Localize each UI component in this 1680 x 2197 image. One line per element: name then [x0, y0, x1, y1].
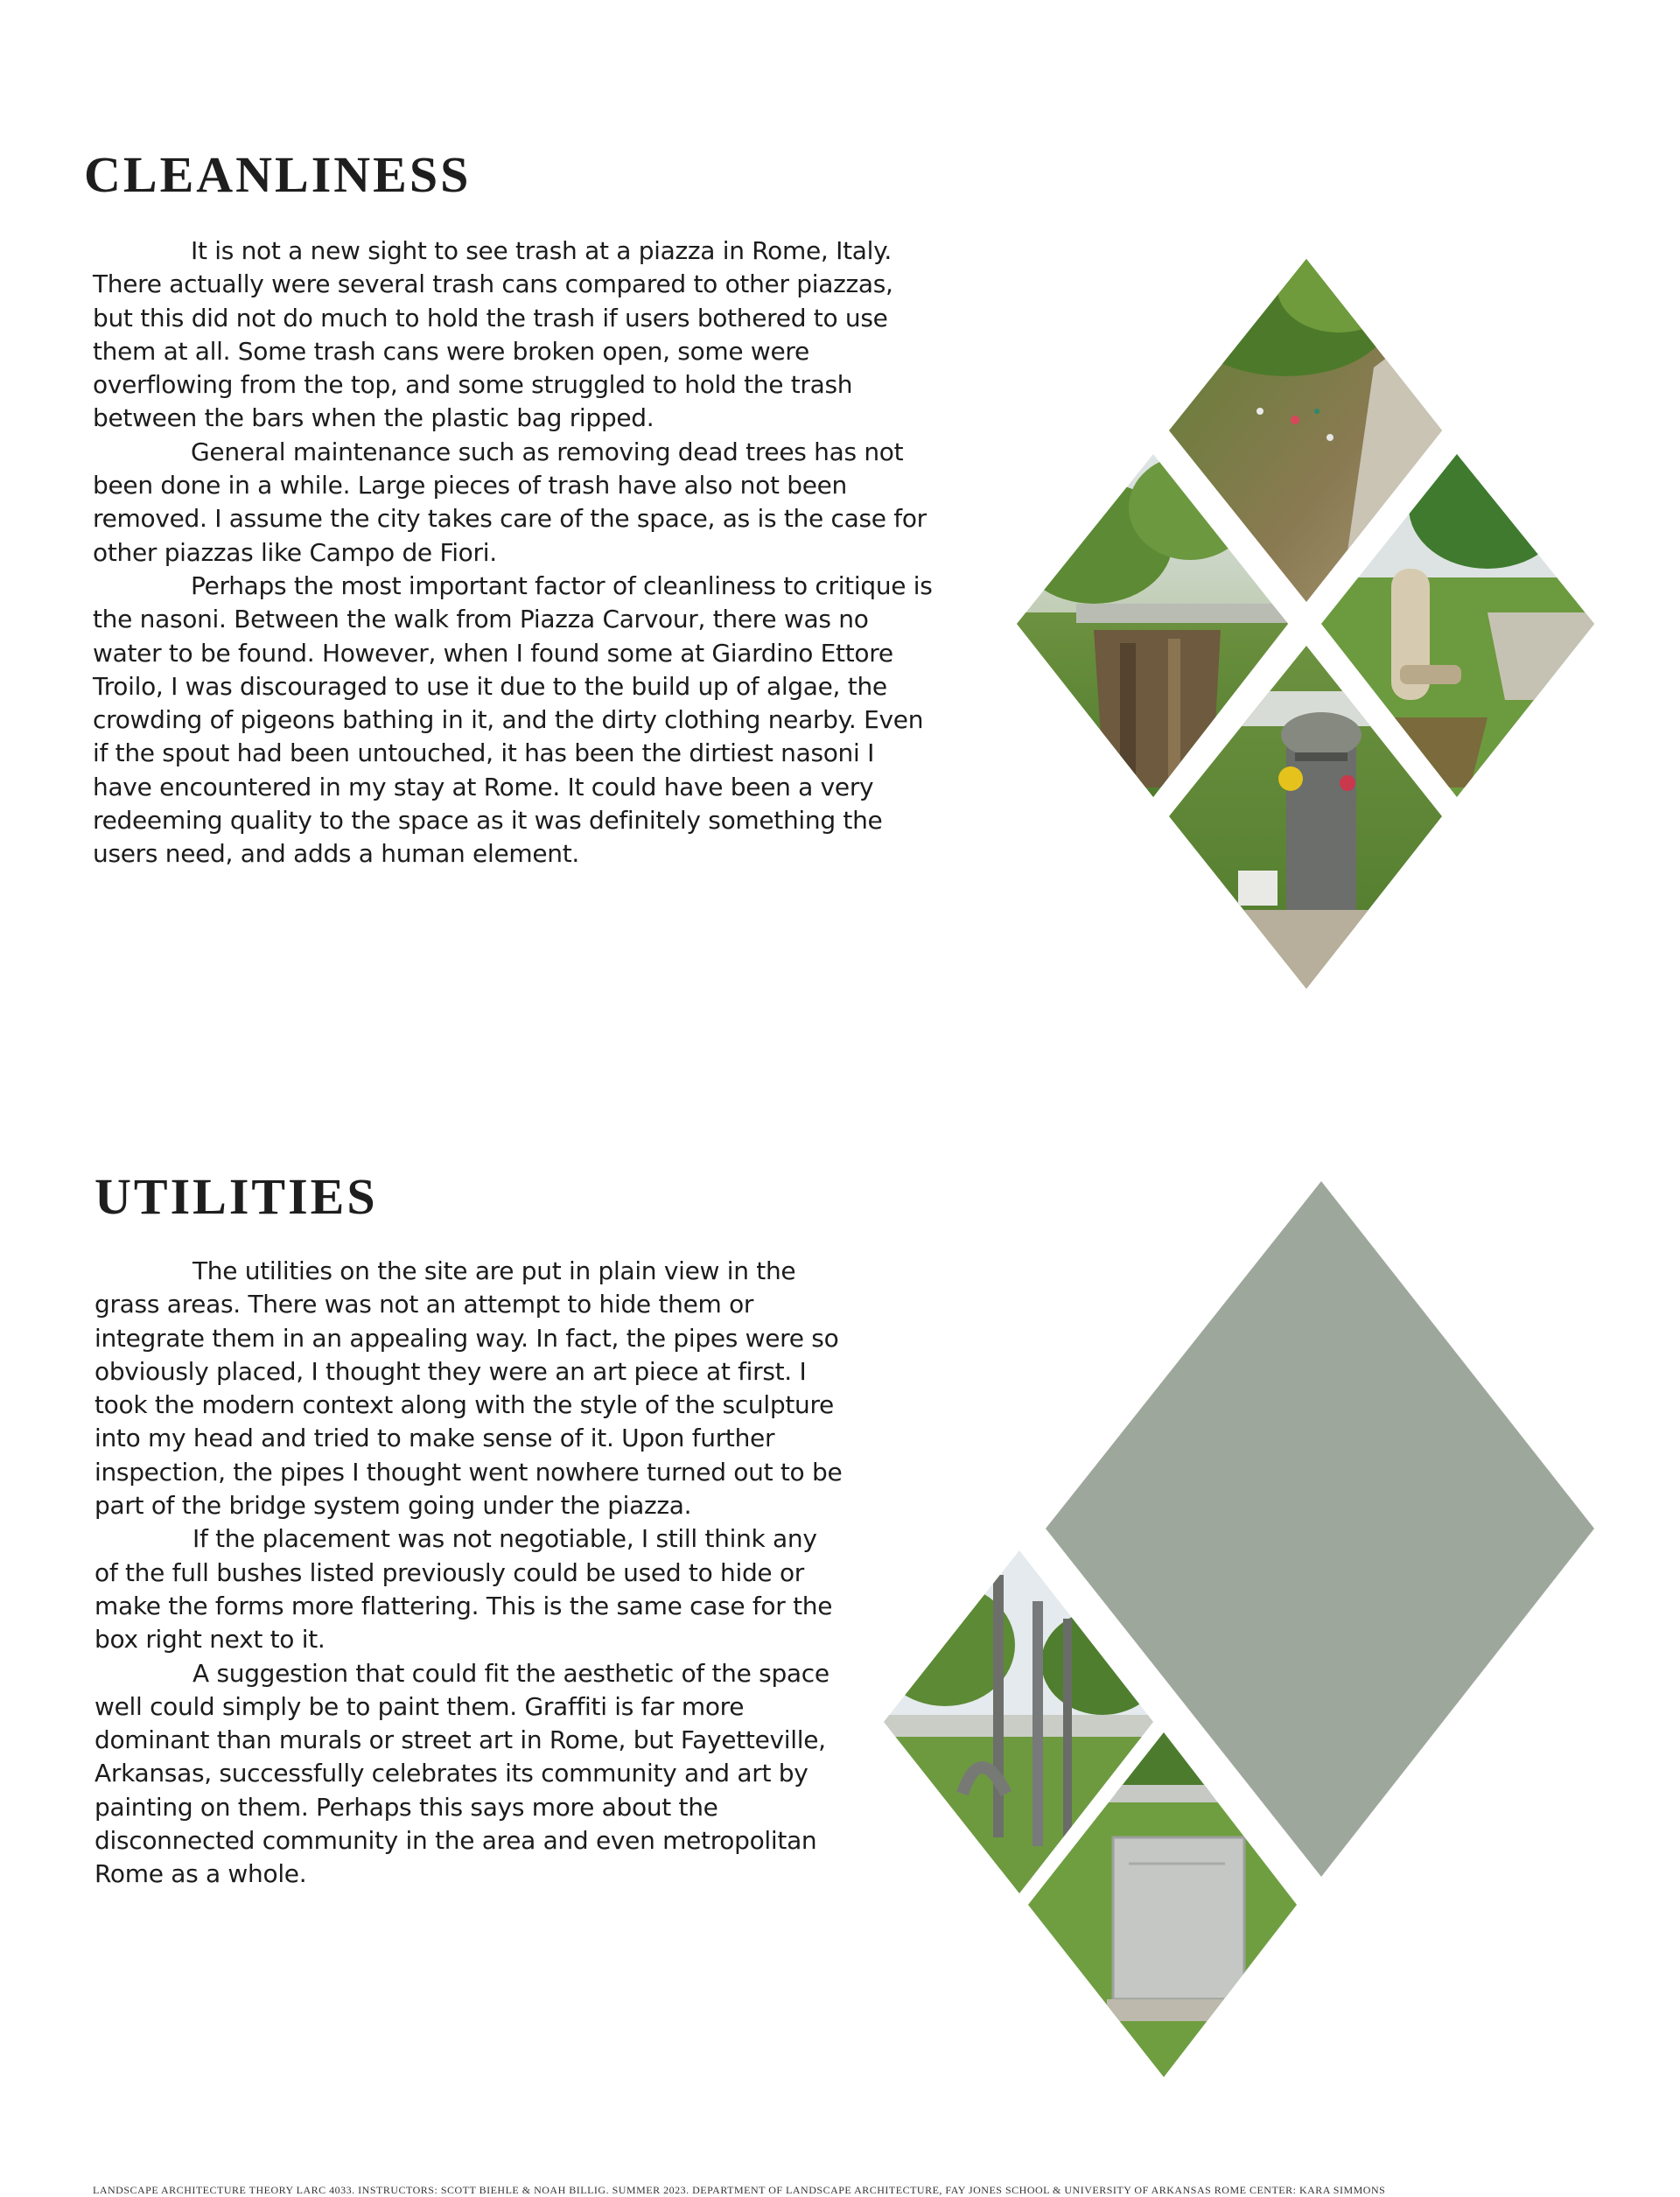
cleanliness-heading: CLEANLINESS: [84, 146, 472, 203]
utilities-paragraph: If the placement was not negotiable, I still think any of the full bushes listed previously could be used to hide or make the forms more flattering. This is the same case for the box right next to it.: [94, 1524, 833, 1655]
utilities-heading: UTILITIES: [94, 1168, 378, 1225]
cleanliness-paragraph: Perhaps the most important factor of cleanliness to critique is the nasoni. Between the walk from Piazza Carvour, there was no water to be found. However, when I found some at Giardino Ettore Troilo, I was discouraged to use it due to the build up of algae, the crowding of pigeons bathing in it, and the dirty clothing nearby. Even if the spout had been untouched, it has been the dirtiest nasoni I have encountered in my stay at Rome. It could have been a very redeeming quality to the space as it was definitely something the users need, and adds a human element.: [93, 570, 933, 869]
cleanliness-paragraph: It is not a new sight to see trash at a piazza in Rome, Italy. There actually were several trash cans compared to other piazzas, but this did not do much to hold the trash if users bothered to use them at all. Some trash cans were broken open, some were overflowing from the top, and some struggled to hold the trash between the bars when the plastic bag ripped.: [93, 236, 893, 433]
utilities-paragraph: The utilities on the site are put in plain view in the grass areas. There was not an attempt to hide them or integrate them in an appealing way. In fact, the pipes were so obviously placed, I thought they were an art piece at first. I took the modern context along with the style of the sculpture into my head and tried to make sense of it. Upon further inspection, the pipes I thought went nowhere turned out to be part of the bridge system going under the piazza.: [94, 1256, 843, 1521]
cleanliness-paragraph: General maintenance such as removing dead trees has not been done in a while. Large pieces of trash have also not been removed. I assume the city takes care of the space, as is the case for other piazzas like Campo de Fiori.: [93, 437, 927, 567]
utilities-paragraph: A suggestion that could fit the aesthetic of the space well could simply be to paint them. Graffiti is far more dominant than murals or street art in Rome, but Fayetteville, Arkansas, successfully celebrates its community and art by painting on them. Perhaps this says more about the disconnected community in the area and even metropolitan Rome as a whole.: [94, 1658, 830, 1889]
accent-diamond: [1046, 1181, 1594, 1877]
footer-credits: LANDSCAPE ARCHITECTURE THEORY LARC 4033. INSTRUCTORS: SCOTT BIEHLE & NOAH BILLIG. SUMMER 2023. DEPARTMENT OF LANDSCAPE ARCHITECTURE, FAY JONES SCHOOL & UNIVERSITY OF ARKANSAS ROME CENTER: KARA SIMMONS: [93, 2184, 1386, 2196]
